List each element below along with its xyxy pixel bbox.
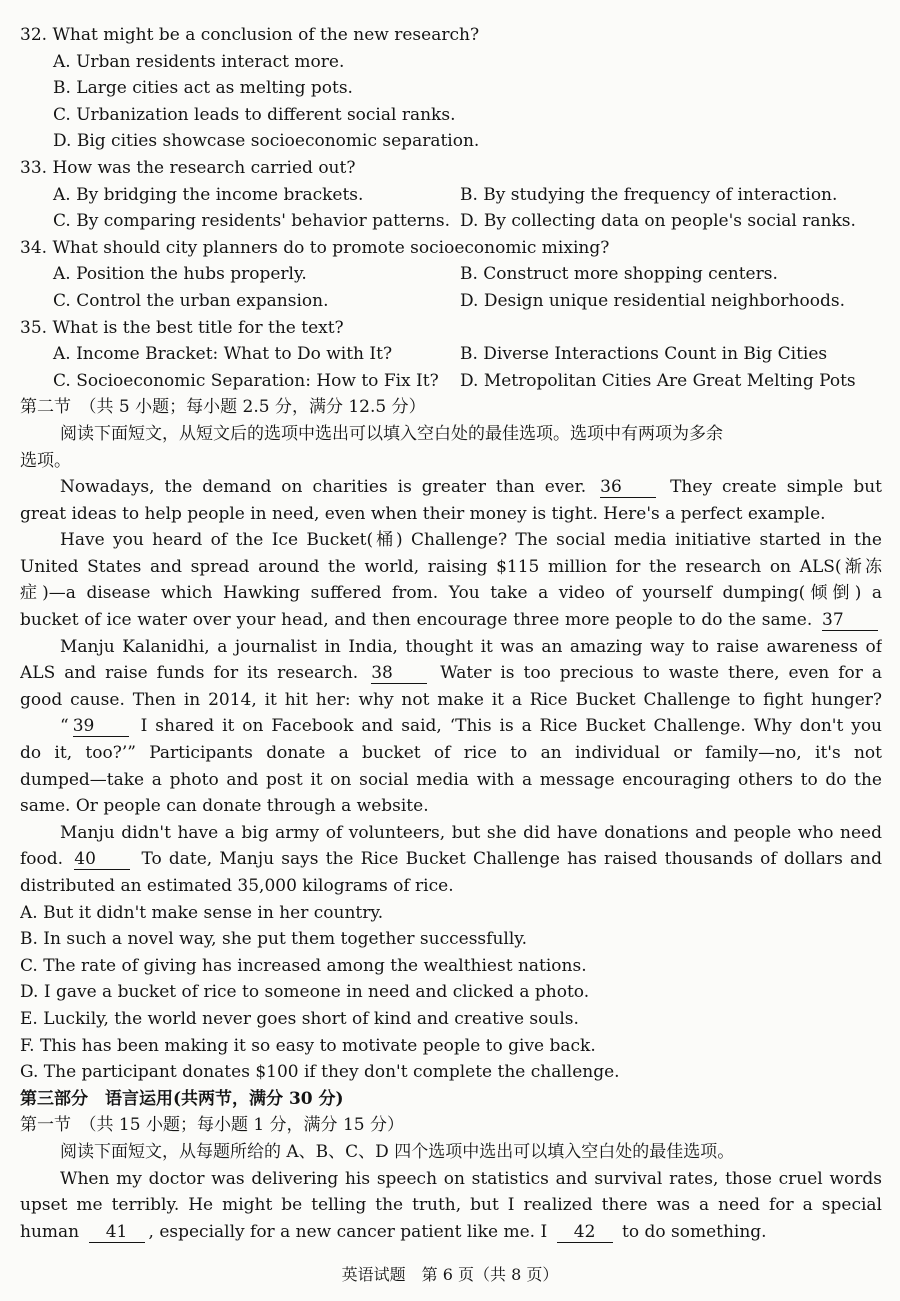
passage-line: 症)—a disease which Hawking suffered from. You take a video of yourself dumping(倾倒) a bbox=[20, 583, 882, 604]
choice-e: E. Luckily, the world never goes short of kind and creative souls. bbox=[20, 1008, 579, 1029]
option-35d: D. Metropolitan Cities Are Great Melting Pots bbox=[460, 370, 856, 391]
passage-line: do it, too?’” Participants donate a bucket of rice to an individual or family—no, it's not bbox=[20, 743, 882, 764]
passage-line: “ 39 I shared it on Facebook and said, ‘This is a Rice Bucket Challenge. Why don't you bbox=[60, 716, 882, 737]
option-32b: B. Large cities act as melting pots. bbox=[53, 78, 353, 99]
option-34d: D. Design unique residential neighborhoods. bbox=[460, 290, 845, 311]
choice-b: B. In such a novel way, she put them together successfully. bbox=[20, 929, 528, 950]
option-35a: A. Income Bracket: What to Do with It? bbox=[53, 344, 393, 365]
option-32d: D. Big cities showcase socioeconomic separation. bbox=[53, 131, 480, 152]
options-row bbox=[20, 208, 882, 235]
part-instructions: 阅读下面短文，从每题所给的 A、B、C、D 四个选项中选出可以填入空白处的最佳选项。 bbox=[60, 1141, 735, 1162]
options-row bbox=[20, 368, 882, 395]
passage-line: Manju didn't have a big army of volunteers, but she did have donations and people who need bbox=[60, 822, 882, 843]
passage-line: good cause. Then in 2014, it hit her: why not make it a Rice Bucket Challenge to fight hunger? bbox=[20, 689, 882, 710]
blank-40: 40 bbox=[74, 850, 130, 870]
passage-line: Have you heard of the Ice Bucket(桶) Challenge? The social media initiative started in the bbox=[60, 530, 882, 551]
section-instructions: 阅读下面短文，从短文后的选项中选出可以填入空白处的最佳选项。选项中有两项为多余 bbox=[60, 423, 723, 444]
options-row bbox=[20, 288, 882, 315]
options-row bbox=[20, 341, 882, 368]
passage-line: Manju Kalanidhi, a journalist in India, thought it was an amazing way to raise awareness of bbox=[60, 636, 882, 657]
blank-36: 36 bbox=[600, 478, 656, 498]
option-33b: B. By studying the frequency of interaction. bbox=[460, 184, 838, 205]
page-content bbox=[20, 22, 882, 1245]
choice-a: A. But it didn't make sense in her country. bbox=[20, 902, 384, 923]
passage-line: upset me terribly. He might be telling the truth, but I realized there was a need for a special bbox=[20, 1195, 882, 1216]
question-35: 35. What is the best title for the text? bbox=[20, 317, 344, 338]
passage-line: ALS and raise funds for its research. 38 Water is too precious to waste there, even for a bbox=[20, 663, 882, 684]
option-35b: B. Diverse Interactions Count in Big Cities bbox=[460, 344, 828, 365]
passage-line: bucket of ice water over your head, and then encourage three more people to do the same. 37 bbox=[20, 607, 882, 634]
passage-line: human 41 , especially for a new cancer patient like me. I 42 to do something. bbox=[20, 1221, 767, 1242]
options-row bbox=[20, 261, 882, 288]
passage-line: When my doctor was delivering his speech on statistics and survival rates, those cruel words bbox=[60, 1168, 882, 1189]
option-35c: C. Socioeconomic Separation: How to Fix It? bbox=[53, 370, 439, 391]
section-heading: 第二节 （共 5 小题；每小题 2.5 分，满分 12.5 分） bbox=[20, 397, 426, 418]
option-32c: C. Urbanization leads to different social ranks. bbox=[53, 104, 456, 125]
question-34: 34. What should city planners do to promote socioeconomic mixing? bbox=[20, 237, 610, 258]
choice-c: C. The rate of giving has increased among the wealthiest nations. bbox=[20, 955, 587, 976]
passage-line: Nowadays, the demand on charities is greater than ever. 36 They create simple but bbox=[60, 477, 882, 498]
blank-37: 37 bbox=[822, 611, 878, 631]
blank-41: 41 bbox=[89, 1223, 145, 1243]
passage-line: same. Or people can donate through a website. bbox=[20, 796, 429, 817]
option-34b: B. Construct more shopping centers. bbox=[460, 264, 778, 285]
page-footer: 英语试题 第 6 页（共 8 页） bbox=[341, 1265, 559, 1284]
passage-line: dumped—take a photo and post it on social media with a message encouraging others to do the bbox=[20, 769, 882, 790]
choice-d: D. I gave a bucket of rice to someone in need and clicked a photo. bbox=[20, 982, 590, 1003]
passage-line: distributed an estimated 35,000 kilograms of rice. bbox=[20, 876, 454, 896]
option-33d: D. By collecting data on people's social ranks. bbox=[460, 211, 856, 232]
part-heading: 第三部分 语言运用(共两节，满分 30 分) bbox=[20, 1088, 344, 1109]
option-34a: A. Position the hubs properly. bbox=[53, 264, 307, 285]
option-34c: C. Control the urban expansion. bbox=[53, 290, 329, 311]
option-33a: A. By bridging the income brackets. bbox=[53, 184, 364, 205]
question-33: 33. How was the research carried out? bbox=[20, 157, 356, 178]
passage-line: United States and spread around the world, raising $115 million for the research on ALS(渐冻 bbox=[20, 556, 882, 577]
section-instructions-cont: 选项。 bbox=[20, 450, 71, 471]
blank-42: 42 bbox=[557, 1223, 613, 1243]
blank-39: 39 bbox=[73, 717, 129, 737]
option-32a: A. Urban residents interact more. bbox=[53, 51, 345, 72]
choice-f: F. This has been making it so easy to motivate people to give back. bbox=[20, 1035, 596, 1056]
choice-g: G. The participant donates $100 if they don't complete the challenge. bbox=[20, 1062, 620, 1083]
blank-38: 38 bbox=[371, 664, 427, 684]
subsection-heading: 第一节 （共 15 小题；每小题 1 分，满分 15 分） bbox=[20, 1115, 405, 1136]
option-33c: C. By comparing residents' behavior patterns. bbox=[53, 211, 451, 232]
options-row bbox=[20, 182, 882, 209]
passage-line: food. 40 To date, Manju says the Rice Bucket Challenge has raised thousands of dollars and bbox=[20, 849, 882, 870]
question-32: 32. What might be a conclusion of the new research? bbox=[20, 25, 480, 45]
passage-line: great ideas to help people in need, even when their money is tight. Here's a perfect example. bbox=[20, 503, 826, 524]
